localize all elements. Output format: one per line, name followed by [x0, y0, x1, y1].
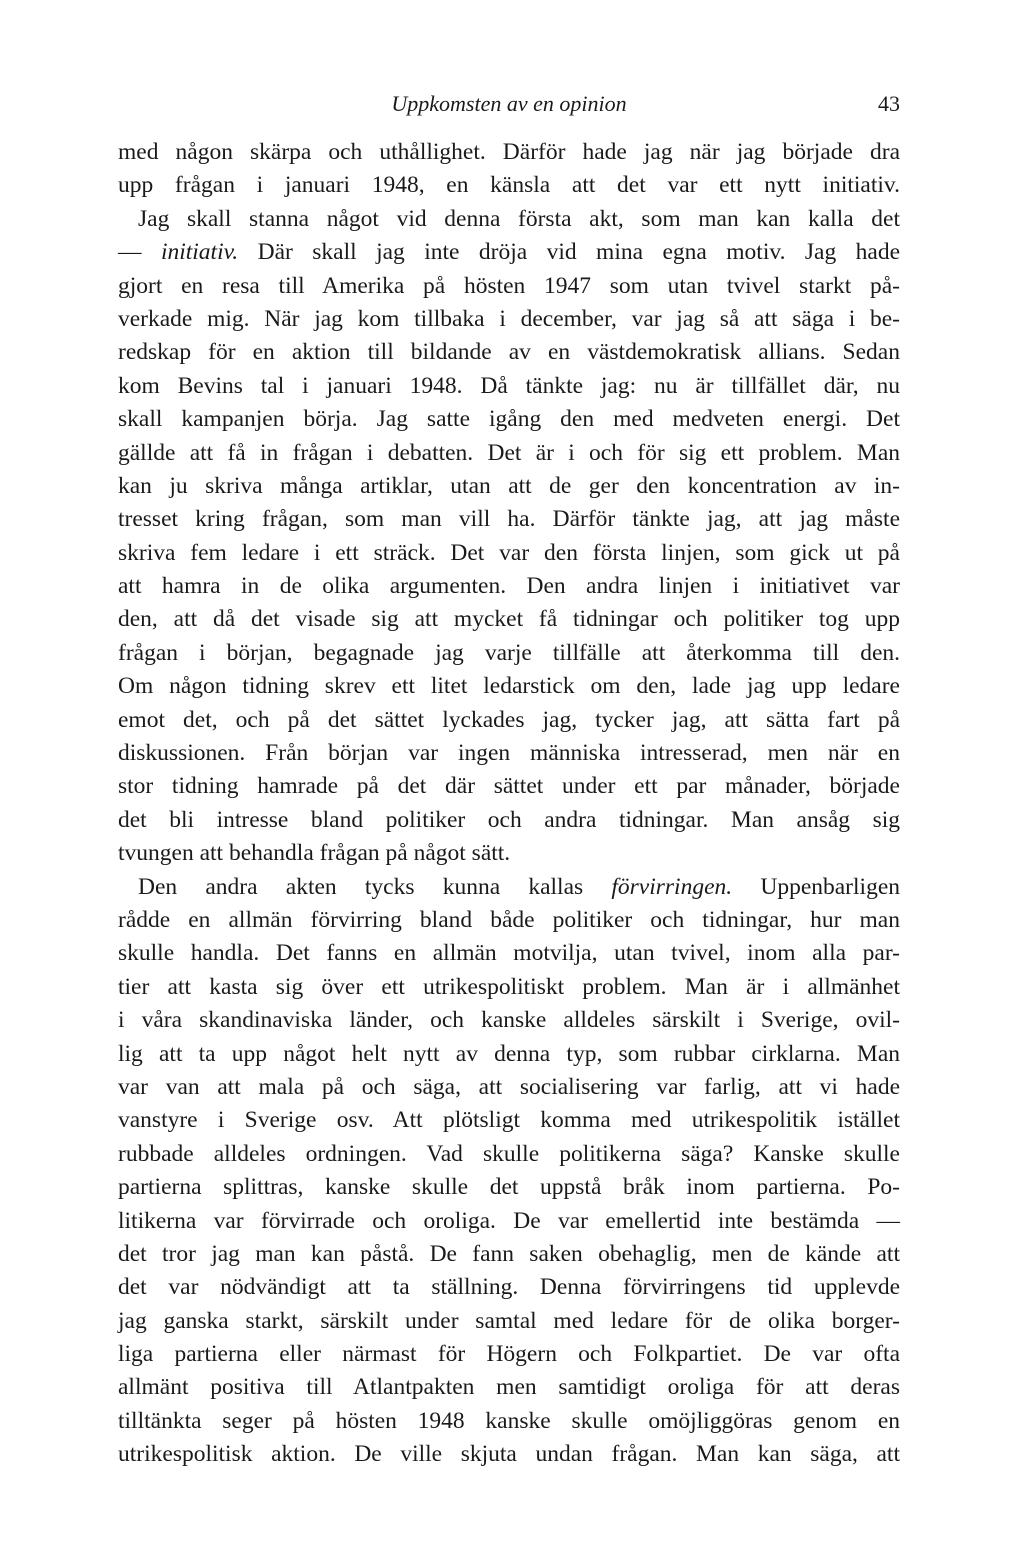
text-line: gällde att få in frågan i debatten. Det är i och för sig ett problem. Man — [118, 439, 900, 466]
text-line: verkade mig. När jag kom tillbaka i december, var jag så att säga i be- — [118, 305, 900, 332]
text-line: liga partierna eller närmast för Högern och Folkpartiet. De var ofta — [118, 1341, 900, 1368]
text-line: skriva fem ledare i ett sträck. Det var den första linjen, som gick ut på — [118, 539, 900, 566]
italic-term: initiativ. — [160, 239, 239, 266]
text-line: frågan i början, begagnade jag varje tillfälle att återkomma till den. — [118, 639, 900, 666]
text-line: jag ganska starkt, särskilt under samtal med ledare för de olika borger- — [118, 1307, 900, 1334]
text-line: tresset kring frågan, som man vill ha. Därför tänkte jag, att jag måste — [118, 506, 900, 533]
text-line: vanstyre i Sverige osv. Att plötsligt komma med utrikespolitik istället — [118, 1107, 900, 1134]
text-line: tilltänkta seger på hösten 1948 kanske skulle omöjliggöras genom en — [118, 1407, 900, 1434]
text-line: gjort en resa till Amerika på hösten 1947 som utan tvivel starkt på- — [118, 272, 900, 299]
text-line: stor tidning hamrade på det där sättet under ett par månader, började — [118, 773, 900, 800]
text-line: skall kampanjen börja. Jag satte igång den med medveten energi. Det — [118, 406, 900, 433]
text-line: kom Bevins tal i januari 1948. Då tänkte jag: nu är tillfället där, nu — [118, 372, 900, 399]
running-title: Uppkomsten av en opinion — [391, 91, 627, 116]
text-line: i våra skandinaviska länder, och kanske alldeles särskilt i Sverige, ovil- — [118, 1007, 900, 1034]
text-line: det tror jag man kan påstå. De fann saken obehaglig, men de kände att — [118, 1240, 900, 1267]
text-line: det bli intresse bland politiker och andra tidningar. Man ansåg sig — [118, 806, 900, 833]
text-line: kan ju skriva många artiklar, utan att de ger den koncentration av in- — [118, 472, 900, 499]
text-line: den, att då det visade sig att mycket få tidningar och politiker tog upp — [118, 606, 900, 633]
text-line: emot det, och på det sättet lyckades jag, tycker jag, att sätta fart på — [118, 706, 900, 733]
text-line: att hamra in de olika argumenten. Den andra linjen i initiativet var — [118, 573, 900, 600]
text-line: redskap för en aktion till bildande av en västdemokratisk allians. Sedan — [118, 339, 900, 366]
italic-term: förvirringen. — [611, 873, 733, 900]
text-line: upp frågan i januari 1948, en känsla att det var ett nytt initiativ. — [118, 172, 900, 199]
body-text — [118, 136, 900, 1472]
line-text-post: Uppenbarligen — [732, 873, 901, 900]
text-line: tvungen att behandla frågan på något sätt. — [118, 840, 511, 867]
text-line — [118, 871, 900, 904]
line-text-pre: — — [118, 239, 161, 266]
text-line: Jag skall stanna något vid denna första akt, som man kan kalla det — [138, 205, 900, 232]
text-line: var van att mala på och säga, att socialisering var farlig, att vi hade — [118, 1073, 900, 1100]
text-line: partierna splittras, kanske skulle det uppstå bråk inom partierna. Po- — [118, 1174, 900, 1201]
text-line: lig att ta upp något helt nytt av denna typ, som rubbar cirklarna. Man — [118, 1040, 900, 1067]
page-number: 43 — [878, 91, 900, 116]
text-line: diskussionen. Från början var ingen människa intresserad, men när en — [118, 740, 900, 767]
running-head — [118, 88, 900, 120]
text-line: det var nödvändigt att ta ställning. Denna förvirringens tid upplevde — [118, 1274, 900, 1301]
text-line: litikerna var förvirrade och oroliga. De var emellertid inte bestämda — — [118, 1207, 900, 1234]
text-line: med någon skärpa och uthållighet. Därför hade jag när jag började dra — [118, 139, 900, 165]
line-text-post: Där skall jag inte dröja vid mina egna motiv. Jag hade — [238, 239, 900, 266]
text-line — [118, 236, 900, 269]
text-line: utrikespolitisk aktion. De ville skjuta undan frågan. Man kan säga, att — [118, 1441, 900, 1468]
text-line: skulle handla. Det fanns en allmän motvilja, utan tvivel, inom alla par- — [118, 940, 900, 967]
text-line: tier att kasta sig över ett utrikespolitiskt problem. Man är i allmänhet — [118, 973, 900, 1000]
line-text-pre: Den andra akten tycks kunna kallas — [138, 873, 612, 900]
text-line: Om någon tidning skrev ett litet ledarstick om den, lade jag upp ledare — [118, 673, 900, 700]
text-line: rådde en allmän förvirring bland både politiker och tidningar, hur man — [118, 906, 900, 933]
text-line: rubbade alldeles ordningen. Vad skulle politikerna säga? Kanske skulle — [118, 1140, 900, 1167]
text-line: allmänt positiva till Atlantpakten men samtidigt oroliga för att deras — [118, 1374, 900, 1401]
